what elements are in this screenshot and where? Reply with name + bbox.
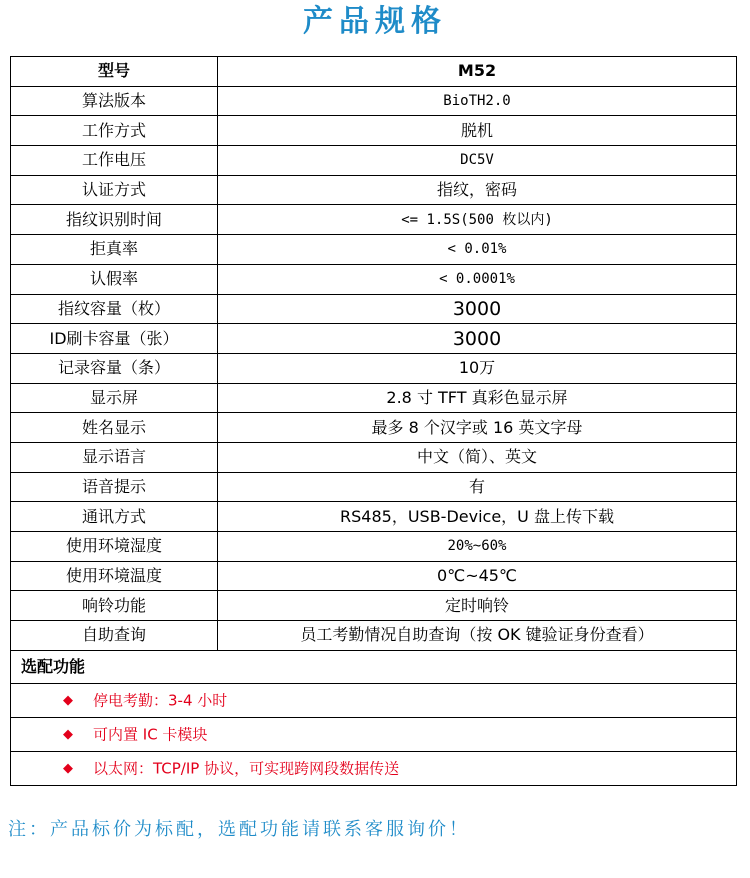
spec-label: 自助查询 bbox=[11, 621, 218, 651]
optional-item bbox=[11, 717, 737, 751]
optional-item-text: 可内置 IC 卡模块 bbox=[93, 725, 208, 744]
spec-row-humidity bbox=[11, 532, 737, 562]
diamond-bullet-icon: ◆ bbox=[63, 726, 73, 742]
spec-label: 指纹识别时间 bbox=[11, 205, 218, 235]
spec-value: 最多 8 个汉字或 16 英文字母 bbox=[218, 413, 737, 443]
spec-label: 算法版本 bbox=[11, 86, 218, 116]
spec-row-far bbox=[11, 264, 737, 294]
spec-label: ID刷卡容量（张） bbox=[11, 324, 218, 354]
spec-label: 使用环境湿度 bbox=[11, 532, 218, 562]
optional-item-text: 以太网：TCP/IP 协议，可实现跨网段数据传送 bbox=[93, 759, 400, 778]
optional-item-cell bbox=[11, 717, 737, 751]
spec-row-name-display bbox=[11, 413, 737, 443]
spec-value: M52 bbox=[218, 57, 737, 87]
pricing-note: 注：产品标价为标配，选配功能请联系客服询价！ bbox=[8, 819, 470, 840]
spec-row-auth-mode bbox=[11, 175, 737, 205]
spec-value: 员工考勤情况自助查询（按 OK 键验证身份查看） bbox=[218, 621, 737, 651]
spec-value: 3000 bbox=[218, 324, 737, 354]
spec-value: < 0.0001% bbox=[218, 264, 737, 294]
spec-value: DC5V bbox=[218, 146, 737, 176]
spec-row-frr bbox=[11, 235, 737, 265]
spec-label: 拒真率 bbox=[11, 235, 218, 265]
spec-label: 响铃功能 bbox=[11, 591, 218, 621]
spec-label: 指纹容量（枚） bbox=[11, 294, 218, 324]
optional-item-cell bbox=[11, 683, 737, 717]
spec-label: 工作方式 bbox=[11, 116, 218, 146]
spec-label: 显示语言 bbox=[11, 442, 218, 472]
spec-value: <= 1.5S(500 枚以内) bbox=[218, 205, 737, 235]
diamond-bullet-icon: ◆ bbox=[63, 760, 73, 776]
spec-row-temperature bbox=[11, 561, 737, 591]
spec-label: 记录容量（条） bbox=[11, 353, 218, 383]
spec-value: < 0.01% bbox=[218, 235, 737, 265]
spec-label: 使用环境温度 bbox=[11, 561, 218, 591]
spec-label: 通讯方式 bbox=[11, 502, 218, 532]
spec-row-communication bbox=[11, 502, 737, 532]
spec-value: 3000 bbox=[218, 294, 737, 324]
spec-row-record-capacity bbox=[11, 353, 737, 383]
optional-heading-row bbox=[11, 650, 737, 683]
spec-value: BioTH2.0 bbox=[218, 86, 737, 116]
optional-item bbox=[11, 751, 737, 785]
spec-row-bell bbox=[11, 591, 737, 621]
spec-value: 脱机 bbox=[218, 116, 737, 146]
optional-heading: 选配功能 bbox=[11, 650, 737, 683]
spec-value: 中文（简）、英文 bbox=[218, 442, 737, 472]
spec-row-language bbox=[11, 442, 737, 472]
spec-row-self-query bbox=[11, 621, 737, 651]
spec-value: 10万 bbox=[218, 353, 737, 383]
spec-row-work-mode bbox=[11, 116, 737, 146]
spec-label: 工作电压 bbox=[11, 146, 218, 176]
spec-value: RS485，USB-Device，U 盘上传下载 bbox=[218, 502, 737, 532]
spec-label: 语音提示 bbox=[11, 472, 218, 502]
spec-label: 认证方式 bbox=[11, 175, 218, 205]
optional-item-text: 停电考勤：3-4 小时 bbox=[93, 691, 228, 710]
spec-label: 显示屏 bbox=[11, 383, 218, 413]
spec-value: 指纹，密码 bbox=[218, 175, 737, 205]
spec-row-fingerprint-capacity bbox=[11, 294, 737, 324]
spec-row-algorithm bbox=[11, 86, 737, 116]
spec-row-card-capacity bbox=[11, 324, 737, 354]
page-title: 产品规格 bbox=[303, 4, 447, 39]
optional-item-cell bbox=[11, 751, 737, 785]
spec-label: 姓名显示 bbox=[11, 413, 218, 443]
spec-label: 型号 bbox=[11, 57, 218, 87]
spec-row-display bbox=[11, 383, 737, 413]
spec-label: 认假率 bbox=[11, 264, 218, 294]
spec-value: 2.8 寸 TFT 真彩色显示屏 bbox=[218, 383, 737, 413]
spec-row-model bbox=[11, 57, 737, 87]
diamond-bullet-icon: ◆ bbox=[63, 692, 73, 708]
spec-row-voltage bbox=[11, 146, 737, 176]
spec-value: 定时响铃 bbox=[218, 591, 737, 621]
spec-value: 20%~60% bbox=[218, 532, 737, 562]
spec-value: 0℃~45℃ bbox=[218, 561, 737, 591]
spec-row-voice bbox=[11, 472, 737, 502]
optional-item bbox=[11, 683, 737, 717]
spec-table bbox=[10, 56, 737, 786]
spec-row-recognition-time bbox=[11, 205, 737, 235]
spec-value: 有 bbox=[218, 472, 737, 502]
